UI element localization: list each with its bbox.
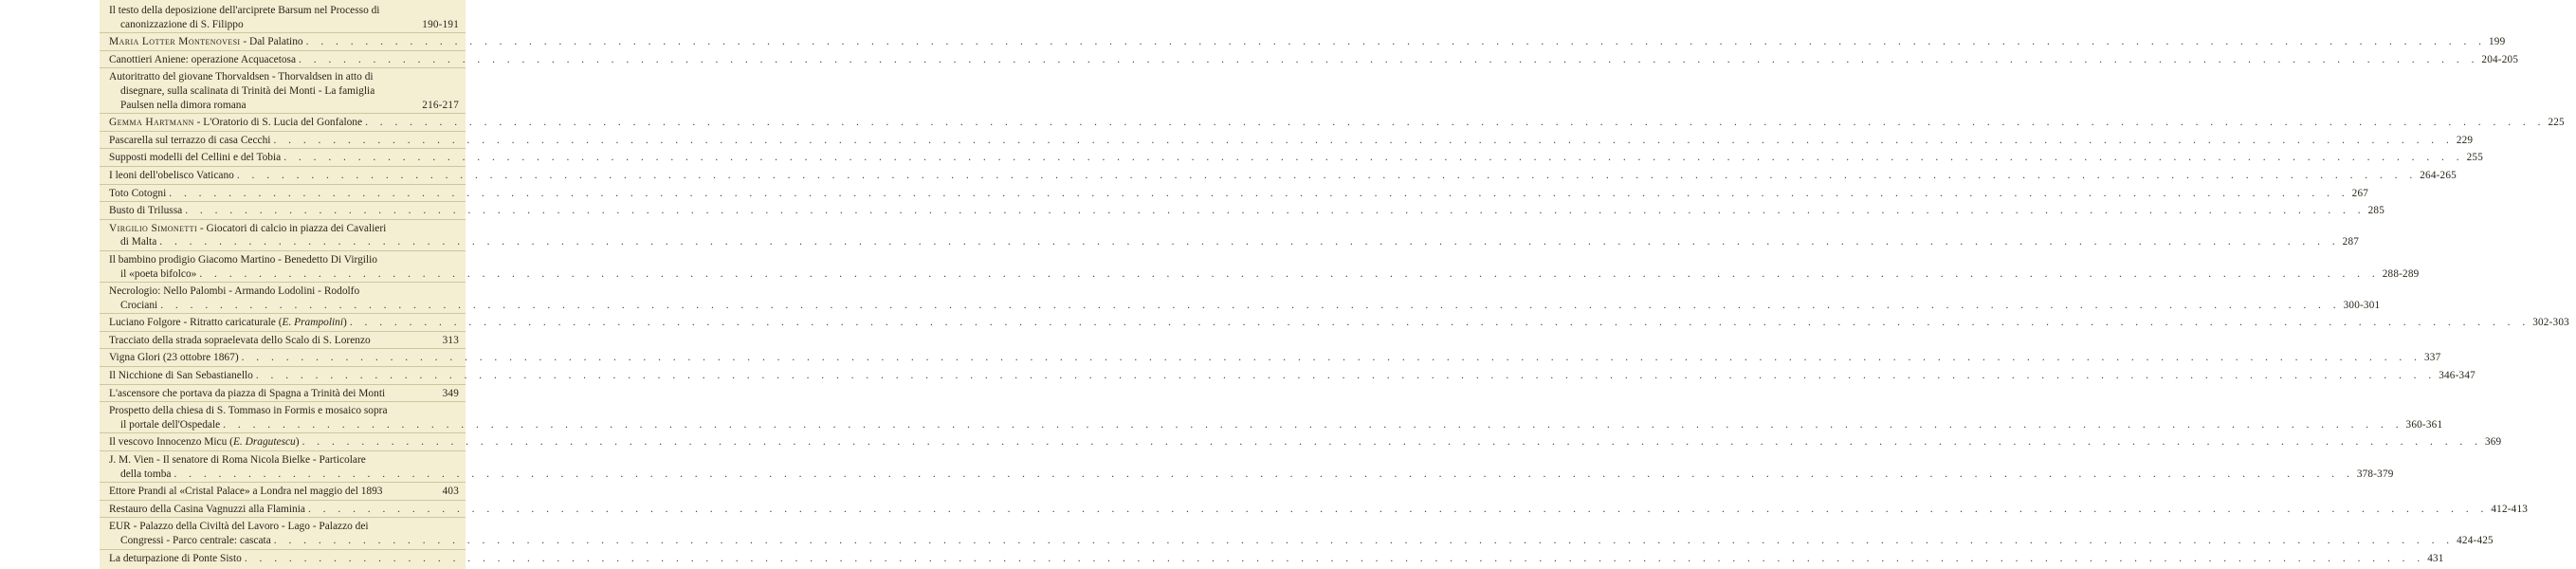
entry-author: Gemma Hartmann [109,117,194,129]
entry-title-close: ) [343,317,347,329]
entry-title-cont: canonizzazione di S. Filippo [120,18,244,30]
toc-entry [100,132,2474,150]
toc-entry [100,202,2384,220]
leader-dots [174,468,2353,482]
entry-title-cont: il «poeta bifolco» [120,267,197,280]
page-number: 431 [2427,552,2444,564]
entry-title: Il vescovo Innocenzo Micu ( [109,436,233,449]
toc-entry [100,185,2369,203]
entry-title: Luciano Folgore - Ritratto caricaturale ( [109,317,283,329]
toc-entry [100,385,466,403]
entry-title: Toto Cotogni [109,187,167,199]
page-number: 369 [2484,436,2502,449]
leader-dots [242,351,2421,365]
entry-artist: E. Dragutescu [232,436,296,449]
leader-dots [350,316,2530,330]
page-number: 199 [2489,36,2506,48]
toc-entry [100,251,2420,283]
toc-entry [100,433,2502,451]
page-number: 264-265 [2420,169,2457,181]
page-number: 360-361 [2405,418,2443,431]
page-number: 300-301 [2343,299,2381,311]
entry-title: Supposti modelli del Cellini e del Tobia [109,152,282,164]
entry-title: L'ascensore che portava da piazza di Spagna a Trinità dei Monti [109,387,386,399]
leader-dots [306,35,2486,49]
entry-title: Busto di Trilussa [109,205,183,217]
leader-dots [245,552,2424,566]
leader-dots [302,435,2482,450]
entry-title: Il Nicchione di San Sebastianello [109,370,253,382]
toc-entry [100,501,2529,519]
entry-author: Maria Lotter Montenovesi [109,36,241,48]
page-number: 285 [2367,205,2384,217]
entry-title-cont: Crociani [120,299,158,311]
toc-entry [100,2,466,33]
page-number: 216-217 [422,99,459,111]
page-number: 225 [2548,117,2565,129]
leader-dots [273,134,2453,148]
entry-title: - Giocatori di calcio in piazza dei Cavalieri [197,222,387,234]
toc-entry [100,68,466,114]
toc-entry [100,149,2483,167]
page-number: 302-303 [2532,317,2569,329]
toc-entry [100,51,2519,69]
toc-entry [100,518,2494,549]
entry-title: EUR - Palazzo della Civiltà del Lavoro - Lago - Palazzo dei [109,521,369,533]
leader-dots [365,116,2545,130]
leader-dots [283,151,2463,165]
leader-dots [160,299,2340,313]
entry-title: Canottieri Aniene: operazione Acquacetosa [109,53,297,65]
page-number: 287 [2342,236,2360,248]
page-number: 378-379 [2356,468,2394,480]
page-number: 288-289 [2382,267,2420,280]
toc-entry [100,114,2565,132]
leader-dots [169,187,2348,201]
entry-artist: E. Prampolini [282,317,344,329]
entry-title: Vigna Glori (23 ottobre 1867) [109,352,239,364]
entry-title-close: ) [295,436,300,449]
entry-title: J. M. Vien - Il senatore di Roma Nicola Bielke - Particolare [109,454,366,467]
toc-entry [100,349,2441,367]
page-number: 412-413 [2491,503,2529,515]
toc-entry [100,451,2394,483]
toc-entry [100,283,2381,314]
book-page [100,0,2569,569]
leader-dots [199,267,2379,282]
entry-title: Il bambino prodigio Giacomo Martino - Benedetto Di Virgilio [109,253,377,266]
toc-entry [100,332,466,350]
entry-title: Tracciato della strada sopraelevata dello Scalo di S. Lorenzo [109,334,371,346]
entry-title-cont: disegnare, sulla scalinata di Trinità dei Monti - La famiglia [120,84,375,97]
page-number: 346-347 [2439,370,2476,382]
toc-entry [100,33,2506,51]
leader-dots [185,204,2365,218]
entry-title-cont: di Malta [120,236,157,248]
entry-title-cont: Paulsen nella dimora romana [120,99,247,111]
toc-entry [100,167,2457,185]
entry-title: Pascarella sul terrazzo di casa Cecchi [109,134,271,146]
page-number: 267 [2351,187,2369,199]
leader-dots [299,53,2478,67]
entry-title: Ettore Prandi al «Cristal Palace» a Londra nel maggio del 1893 [109,486,383,498]
leader-dots [237,169,2417,183]
toc-entry [100,550,2444,567]
leader-dots [308,503,2488,517]
page-number: 313 [442,334,459,346]
page-number: 403 [442,486,459,498]
leader-dots [256,369,2436,383]
toc-entry [100,402,2443,433]
page-number: 229 [2456,134,2474,146]
entry-title: - L'Oratorio di S. Lucia del Gonfalone [193,117,363,129]
toc-entry [100,314,2569,332]
entry-title: Autoritratto del giovane Thorvaldsen - Thorvaldsen in atto di [109,71,374,83]
page-number: 424-425 [2457,535,2494,546]
toc-entry [100,367,2476,385]
leader-dots [159,235,2339,249]
toc-entry [100,483,466,501]
page-number: 349 [442,387,459,399]
entry-title-cont: della tomba [120,468,172,480]
entry-title: Restauro della Casina Vagnuzzi alla Flaminia [109,503,305,515]
entry-title-cont: Congressi - Parco centrale: cascata [120,535,271,546]
table-of-contents [100,0,2569,566]
page-number: 337 [2423,352,2441,364]
entry-title: - Dal Palatino [240,36,303,48]
leader-dots [274,534,2454,548]
page-number: 255 [2466,152,2483,164]
page-number: 190-191 [422,18,459,30]
entry-title-cont: il portale dell'Ospedale [120,418,221,431]
entry-title: Necrologio: Nello Palombi - Armando Lodolini - Rodolfo [109,285,360,298]
page-number: 204-205 [2481,53,2519,65]
entry-author: Virgilio Simonetti [109,222,198,234]
entry-title: I leoni dell'obelisco Vaticano [109,169,234,181]
entry-title: Il testo della deposizione dell'arciprete Barsum nel Processo di [109,5,380,16]
entry-title: La deturpazione di Ponte Sisto [109,552,242,564]
leader-dots [223,418,2402,432]
toc-entry [100,220,2360,251]
entry-title: Prospetto della chiesa di S. Tommaso in Formis e mosaico sopra [109,405,388,417]
